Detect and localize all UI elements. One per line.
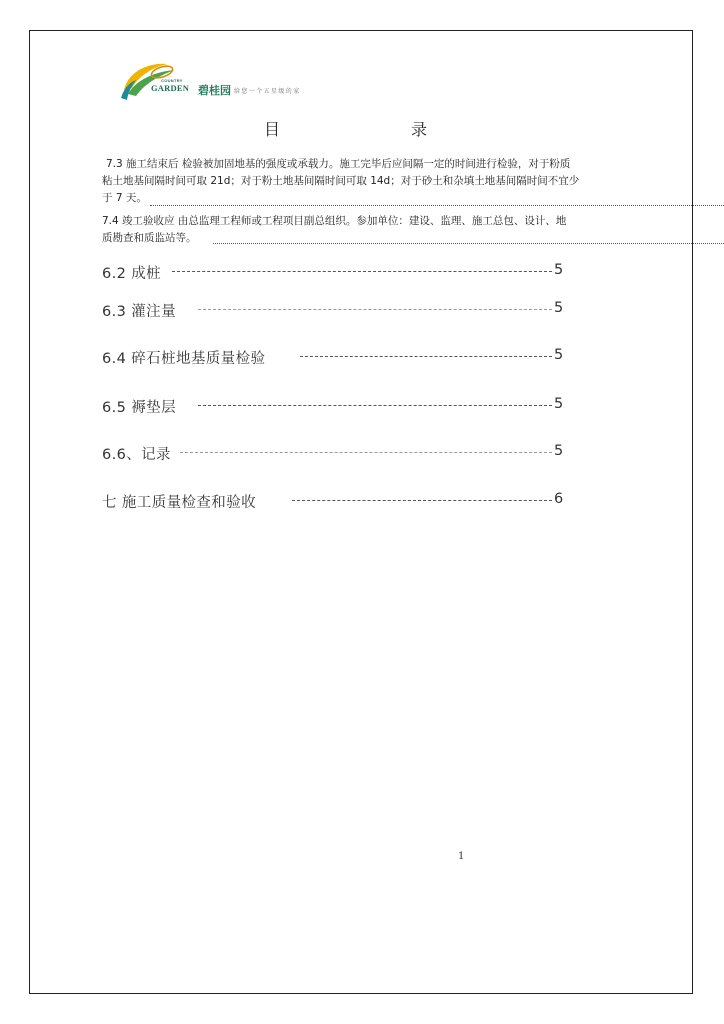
toc-entry-page: 5 [554,347,564,363]
toc-entry-page: 5 [554,396,564,412]
toc-entry-label: 6.2 成桩 [102,266,162,282]
dash-leader [198,309,552,310]
toc-title-left: 目 [264,120,281,139]
company-logo [118,58,338,102]
toc-entry-6-2[interactable] [102,262,564,283]
paragraph-line: 7.4 竣工验收应 由总监理工程师或工程项目副总组织。参加单位：建设、监理、施工总包、设计、地 [102,215,567,227]
paragraph-line: 7.3 施工结束后 检验被加固地基的强度或承载力。施工完毕后应间隔一定的时间进行检验，对于粉质 [106,158,571,170]
toc-title-right: 录 [411,120,428,139]
paragraph-line: 质勘查和质监站等。 [102,232,197,244]
toc-entry-page: 5 [554,262,564,278]
toc-entry-label: 6.5 褥垫层 [102,400,176,416]
toc-entry-label: 6.6、记录 [102,447,171,463]
toc-entry-6-5[interactable] [102,396,564,417]
toc-entry-6-6[interactable] [102,443,564,464]
toc-entry-6-4[interactable] [102,347,564,368]
logo-slogan: 给您一个五星级的家 [234,88,301,95]
toc-entry-6-3[interactable] [102,300,564,321]
dash-leader [180,452,552,453]
toc-entry-page: 5 [554,443,564,459]
dash-leader [172,271,552,272]
toc-entry-label: 七 施工质量检查和验收 [102,495,257,511]
dash-leader [292,500,552,501]
logo-chinese-name: 碧桂园 [198,84,231,97]
paragraph-line: 粘土地基间隔时间可取 21d；对于粉土地基间隔时间可取 14d；对于砂土和杂填土地基间隔时间不宜少 [102,175,580,187]
toc-entry-page: 5 [554,300,564,316]
dot-leader [213,243,724,244]
toc-paragraph-7-4 [102,213,642,247]
toc-entry-page: 6 [554,491,564,507]
logo-garden-text: GARDEN [151,83,190,93]
toc-entry-label: 6.3 灌注量 [102,304,176,320]
toc-paragraph-7-3 [102,156,642,207]
toc-entry-7[interactable] [102,491,564,512]
paragraph-line: 于 7 天。 [102,192,147,204]
toc-title [264,117,428,140]
dash-leader [198,405,552,406]
dash-leader [300,356,552,357]
dot-leader [150,205,724,206]
page-number: 1 [458,851,465,862]
toc-entry-label: 6.4 碎石桩地基质量检验 [102,351,266,367]
logo-country-text: COUNTRY [161,78,183,83]
